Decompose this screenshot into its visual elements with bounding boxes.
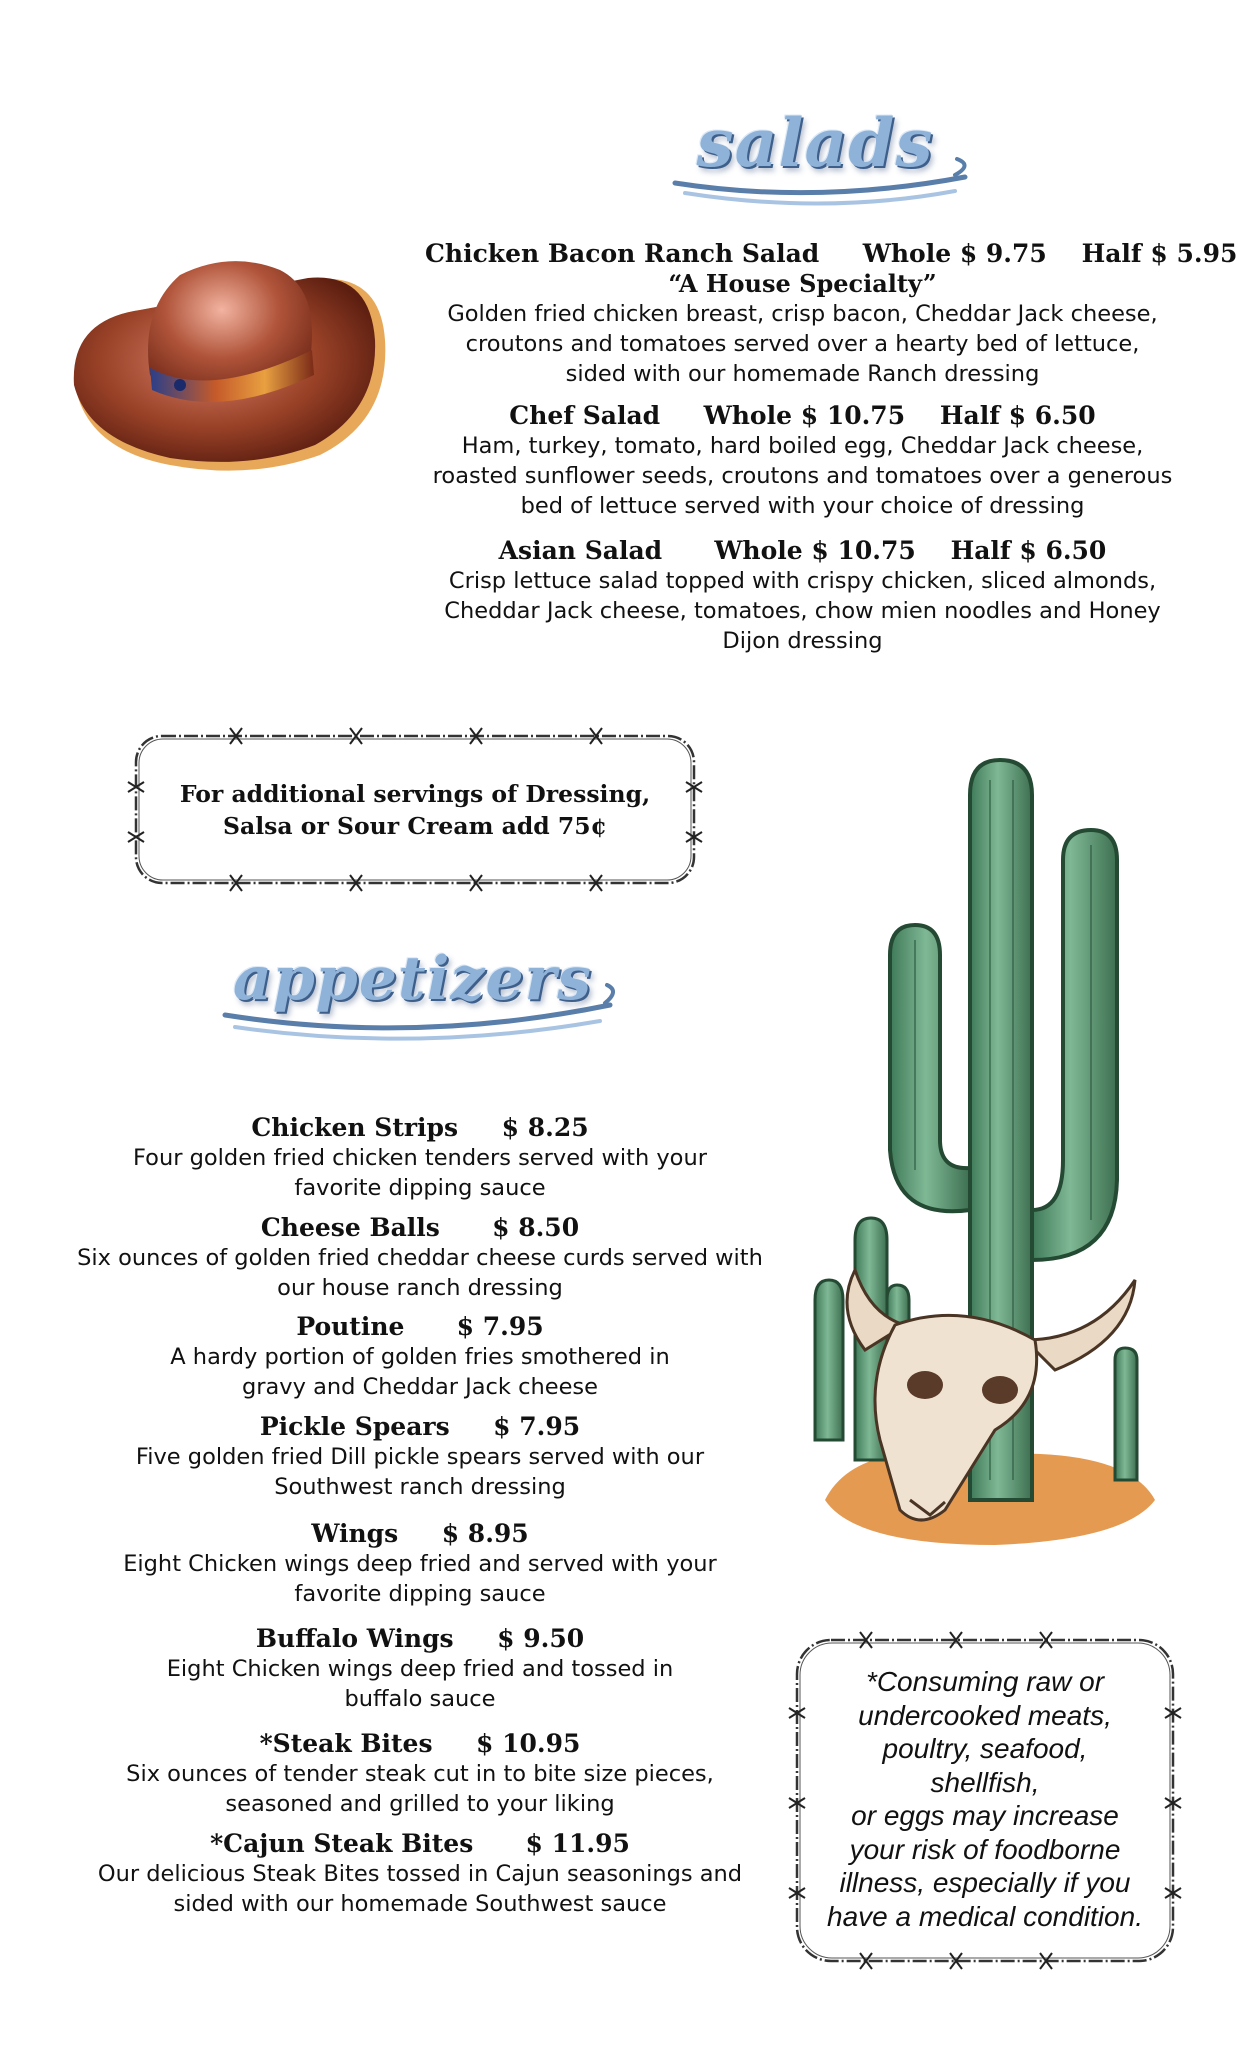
warning-line: illness, especially if you (839, 1867, 1131, 1898)
dressing-note-box (120, 722, 710, 897)
dressing-note-text (120, 778, 710, 842)
appetizer-item (70, 1212, 770, 1303)
cowboy-hat-illustration (70, 250, 390, 480)
appetizer-item-description: Eight Chicken wings deep fried and served with your favorite dipping sauce (123, 1551, 717, 1607)
appetizers-heading: appetizers (232, 944, 593, 1014)
appetizer-item (70, 1411, 770, 1502)
food-safety-warning-text (795, 1665, 1175, 1933)
food-safety-warning-box (785, 1628, 1185, 1973)
appetizer-item-description: Five golden fried Dill pickle spears served with our Southwest ranch dressing (135, 1444, 705, 1500)
appetizer-item (70, 1828, 770, 1919)
appetizer-item (70, 1112, 770, 1203)
salad-item-description: Crisp lettuce salad topped with crispy chicken, sliced almonds, Cheddar Jack cheese, tomatoes, chow mien noodles and Honey Dijon dressing (444, 568, 1161, 654)
appetizer-item-title: Chicken Strips $ 8.25 (251, 1113, 589, 1142)
appetizers-heading-block (215, 945, 625, 1055)
warning-line: shellfish, (930, 1766, 1040, 1798)
salads-heading: salads (696, 104, 934, 182)
appetizer-item-title: Wings $ 8.95 (311, 1519, 529, 1548)
warning-line: have a medical condition. (827, 1900, 1143, 1932)
salad-item (425, 400, 1180, 521)
salads-heading-block (655, 105, 985, 215)
appetizer-item-title: Buffalo Wings $ 9.50 (255, 1624, 585, 1653)
dressing-note-line: For additional servings of Dressing, (179, 780, 651, 808)
salad-item-subtitle: “A House Specialty” (668, 269, 937, 298)
salad-item-title: Chef Salad Whole $ 10.75 Half $ 6.50 (509, 401, 1096, 430)
appetizer-item-title: *Cajun Steak Bites $ 11.95 (210, 1829, 630, 1858)
appetizer-item-title: *Steak Bites $ 10.95 (259, 1729, 581, 1758)
salad-item-title: Chicken Bacon Ranch Salad Whole $ 9.75 Half $ 5.95 (425, 239, 1238, 268)
salad-item-description: Ham, turkey, tomato, hard boiled egg, Cheddar Jack cheese, roasted sunflower seeds, croutons and tomatoes over a generous bed of lettuce served with your choice of dressing (432, 433, 1173, 519)
appetizer-item-title: Poutine $ 7.95 (296, 1312, 544, 1341)
cactus-skull-illustration (795, 740, 1175, 1570)
warning-line: your risk of foodborne (849, 1833, 1121, 1865)
appetizer-item (70, 1518, 770, 1609)
warning-line: *Consuming raw or (865, 1666, 1105, 1697)
warning-line: or eggs may increase (851, 1800, 1119, 1831)
salad-item (425, 238, 1238, 389)
appetizer-item-title: Pickle Spears $ 7.95 (259, 1412, 581, 1441)
dressing-note-line: Salsa or Sour Cream add 75¢ (223, 812, 607, 840)
appetizer-item-description: Six ounces of tender steak cut in to bite size pieces, seasoned and grilled to your liking (126, 1761, 714, 1817)
salad-item (425, 535, 1180, 656)
appetizer-item-description: Six ounces of golden fried cheddar cheese curds served with our house ranch dressing (77, 1245, 763, 1301)
appetizer-item (70, 1623, 770, 1714)
appetizer-item-description: A hardy portion of golden fries smothered in gravy and Cheddar Jack cheese (170, 1344, 670, 1400)
appetizer-item (70, 1311, 770, 1402)
warning-line: poultry, seafood, (882, 1733, 1088, 1764)
salad-item-title: Asian Salad Whole $ 10.75 Half $ 6.50 (498, 536, 1107, 565)
appetizer-item-title: Cheese Balls $ 8.50 (260, 1213, 580, 1242)
warning-line: undercooked meats, (858, 1699, 1112, 1731)
salad-item-description: Golden fried chicken breast, crisp bacon, Cheddar Jack cheese, croutons and tomatoes served over a hearty bed of lettuce, sided with our homemade Ranch dressing (447, 301, 1158, 387)
appetizer-item (70, 1728, 770, 1819)
appetizer-item-description: Our delicious Steak Bites tossed in Cajun seasonings and sided with our homemade Southwest sauce (97, 1861, 743, 1917)
appetizer-item-description: Eight Chicken wings deep fried and tossed in buffalo sauce (166, 1656, 674, 1712)
appetizer-item-description: Four golden fried chicken tenders served with your favorite dipping sauce (133, 1145, 707, 1201)
